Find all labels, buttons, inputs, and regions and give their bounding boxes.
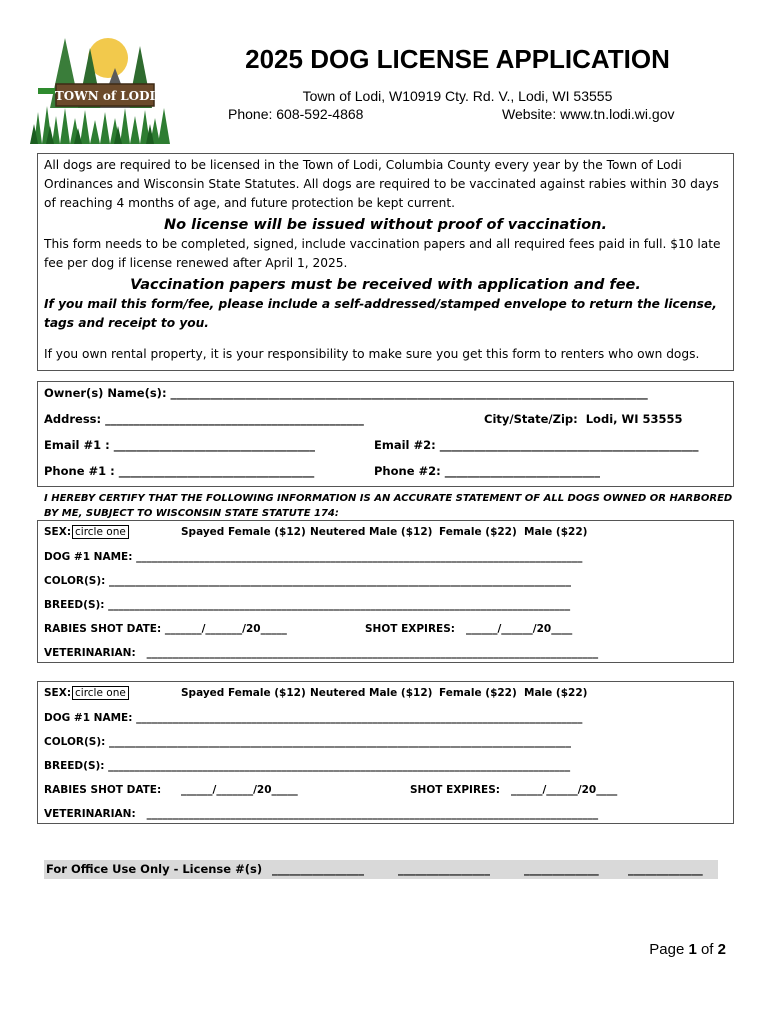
late-fee-paragraph: This form needs to be completed, signed, include vaccination papers and all required fees paid in full. $10 late fee per dog if license renewed after April 1, 2025. bbox=[44, 237, 721, 270]
city-state-zip: City/State/Zip: Lodi, WI 53555 bbox=[484, 412, 683, 426]
town-website: Website: www.tn.lodi.wi.gov bbox=[502, 106, 675, 122]
dog2-box bbox=[37, 681, 734, 824]
dog2-sex-label: SEX: bbox=[44, 687, 72, 699]
dog1-name-field[interactable]: DOG #1 NAME: _____________________________________________________________________________________ bbox=[44, 551, 583, 563]
papers-warning: Vaccination papers must be received with application and fee. bbox=[130, 277, 641, 293]
dog2-neutered-male-option[interactable]: Neutered Male ($12) bbox=[310, 687, 433, 699]
page-total: 2 bbox=[717, 941, 726, 958]
email2-field[interactable]: Email #2: _____________________________________________ bbox=[374, 438, 699, 452]
dog1-color-field[interactable]: COLOR(S): ________________________________________________________________________________________ bbox=[44, 575, 571, 587]
page-prefix: Page bbox=[649, 941, 689, 958]
rental-paragraph: If you own rental property, it is your responsibility to make sure you get this form to renters who own dogs. bbox=[44, 347, 700, 361]
dog2-male-option[interactable]: Male ($22) bbox=[524, 687, 588, 699]
dog1-box bbox=[37, 520, 734, 663]
dog1-female-option[interactable]: Female ($22) bbox=[439, 526, 517, 538]
owner-info-box bbox=[37, 381, 734, 487]
license-blank-3[interactable]: _____________ bbox=[524, 862, 599, 876]
dog1-breed-field[interactable]: BREED(S): ________________________________________________________________________________________ bbox=[44, 599, 571, 611]
dog2-color-field[interactable]: COLOR(S): ________________________________________________________________________________________ bbox=[44, 736, 571, 748]
phone2-field[interactable]: Phone #2: ___________________________ bbox=[374, 464, 600, 478]
dog1-male-option[interactable]: Male ($22) bbox=[524, 526, 588, 538]
license-blank-2[interactable]: ________________ bbox=[398, 862, 490, 876]
certification-statement: I HEREBY CERTIFY THAT THE FOLLOWING INFORMATION IS AN ACCURATE STATEMENT OF ALL DOGS OWNED OR HARBORED BY ME, SUBJECT TO WISCONSIN STATE STATUTE 174: bbox=[44, 493, 733, 519]
dog2-rabies-date-label: RABIES SHOT DATE: bbox=[44, 784, 162, 796]
license-blank-1[interactable]: ________________ bbox=[272, 862, 364, 876]
page-number bbox=[649, 941, 726, 958]
page-current: 1 bbox=[688, 941, 697, 958]
dog1-sex-label: SEX: bbox=[44, 526, 72, 538]
dog1-neutered-male-option[interactable]: Neutered Male ($12) bbox=[310, 526, 433, 538]
dog2-breed-field[interactable]: BREED(S): ________________________________________________________________________________________ bbox=[44, 760, 571, 772]
town-logo bbox=[30, 28, 172, 144]
email1-field[interactable]: Email #1 : ___________________________________ bbox=[44, 438, 315, 452]
phone1-field[interactable]: Phone #1 : __________________________________ bbox=[44, 464, 315, 478]
dog1-circle-one: circle one bbox=[72, 525, 129, 539]
address-field[interactable]: Address: _____________________________________________ bbox=[44, 412, 364, 426]
dog2-circle-one: circle one bbox=[72, 686, 129, 700]
intro-paragraph: All dogs are required to be licensed in the Town of Lodi, Columbia County every year by the Town of Lodi Ordinances and Wisconsin State Statutes. All dogs are required to be vaccinated against rabies within 30 days of reaching 4 months of age, and future protection be kept current. bbox=[44, 158, 719, 210]
license-blank-4[interactable]: _____________ bbox=[628, 862, 703, 876]
office-use-bar bbox=[44, 860, 718, 879]
mail-instructions: If you mail this form/fee, please include a self-addressed/stamped envelope to return the license, tags and receipt to you. bbox=[44, 297, 717, 330]
logo-text: TOWN of LODI bbox=[54, 89, 156, 103]
dog2-shot-expires-field[interactable]: SHOT EXPIRES: ______/______/20____ bbox=[410, 784, 618, 796]
dog2-spayed-female-option[interactable]: Spayed Female ($12) bbox=[181, 687, 306, 699]
town-address: Town of Lodi, W10919 Cty. Rd. V., Lodi, WI 53555 bbox=[302, 88, 613, 104]
dog2-name-field[interactable]: DOG #1 NAME: _____________________________________________________________________________________ bbox=[44, 712, 583, 724]
dog1-spayed-female-option[interactable]: Spayed Female ($12) bbox=[181, 526, 306, 538]
dog1-rabies-date-field[interactable]: RABIES SHOT DATE: _______/_______/20_____ bbox=[44, 623, 287, 635]
office-use-label: For Office Use Only - License #(s) bbox=[46, 862, 263, 876]
page-of: of bbox=[696, 941, 718, 958]
page-title: 2025 DOG LICENSE APPLICATION bbox=[245, 44, 670, 74]
dog2-rabies-date-field[interactable]: ______/_______/20_____ bbox=[181, 784, 298, 796]
dog1-veterinarian-field[interactable]: VETERINARIAN: ______________________________________________________________________________________ bbox=[44, 647, 599, 659]
owner-names-field[interactable]: Owner(s) Name(s): ___________________________________________________________________________________ bbox=[44, 386, 648, 400]
dog2-female-option[interactable]: Female ($22) bbox=[439, 687, 517, 699]
intro-box bbox=[37, 153, 734, 371]
vaccination-warning: No license will be issued without proof of vaccination. bbox=[164, 217, 607, 233]
town-phone: Phone: 608-592-4868 bbox=[228, 106, 364, 122]
dog1-shot-expires-field[interactable]: SHOT EXPIRES: ______/______/20____ bbox=[365, 623, 573, 635]
dog2-veterinarian-field[interactable]: VETERINARIAN: ______________________________________________________________________________________ bbox=[44, 808, 599, 820]
